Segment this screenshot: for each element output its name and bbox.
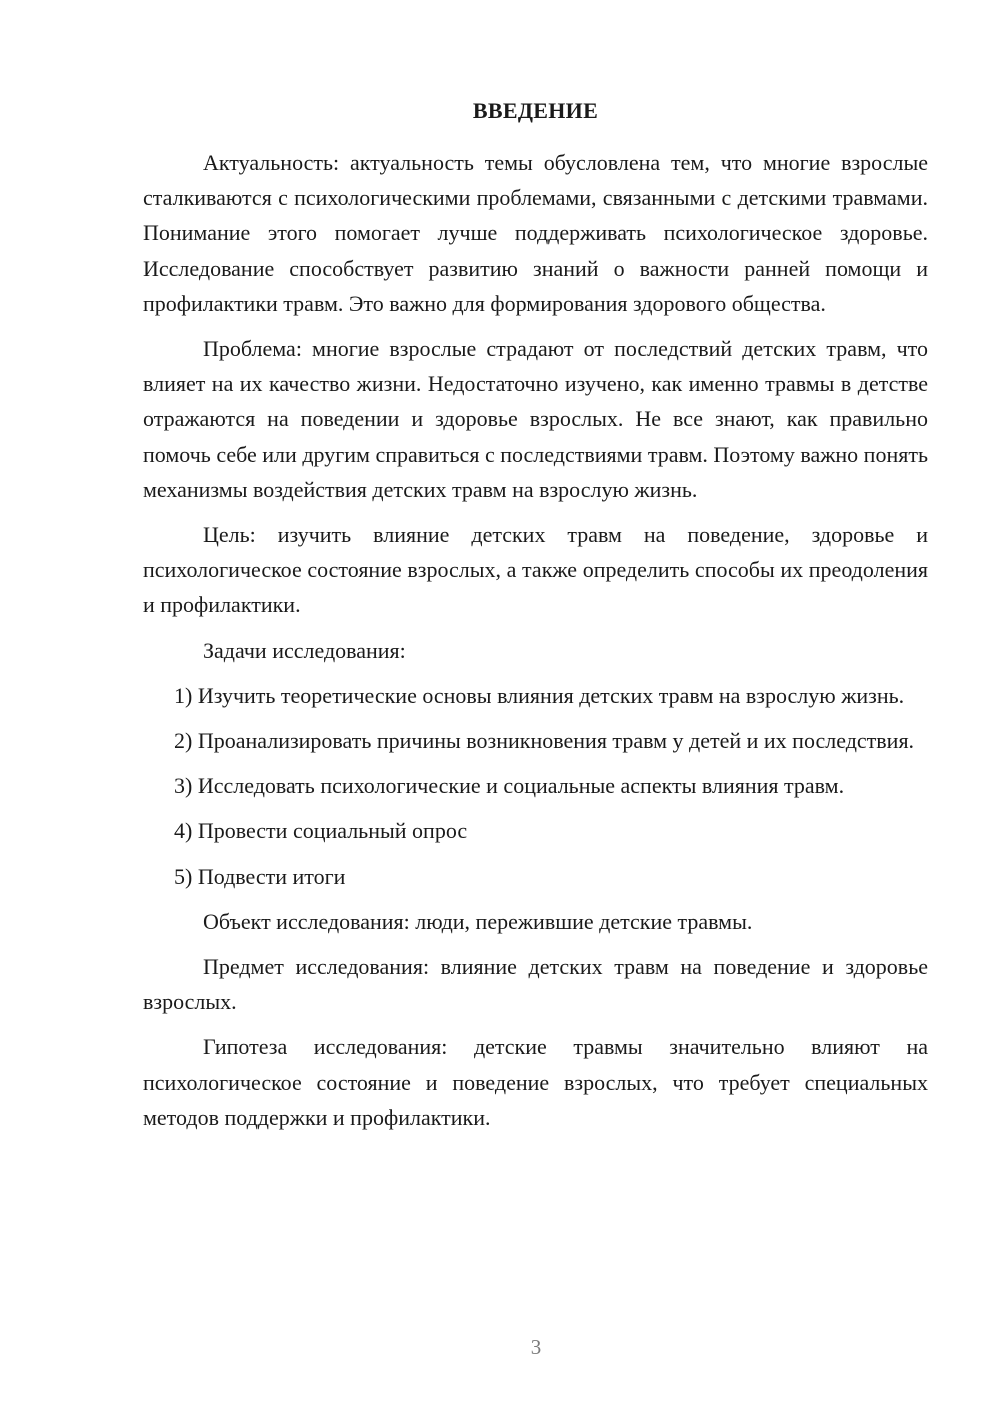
- subject-paragraph: Предмет исследования: влияние детских травм на поведение и здоровье взрослых.: [143, 954, 928, 1015]
- goal-paragraph: Цель: изучить влияние детских травм на поведение, здоровье и психологическое состояние взрослых, а также определить способы их преодоления и профилактики.: [143, 522, 928, 618]
- page-number: 3: [530, 1335, 542, 1359]
- relevance-paragraph: Актуальность: актуальность темы обусловлена тем, что многие взрослые сталкиваются с психологическими проблемами, связанными с детскими травмами. Понимание этого помогает лучше поддерживать психологическое здоровье. Исследование способствует развитию знаний о важности ранней помощи и профилактики травм. Это важно для формирования здорового общества.: [143, 150, 928, 316]
- section-title: ВВЕДЕНИЕ: [472, 98, 599, 123]
- task-item-5: 5) Подвести итоги: [174, 863, 346, 889]
- task-item-3: 3) Исследовать психологические и социальные аспекты влияния травм.: [174, 773, 845, 799]
- task-item-2: 2) Проанализировать причины возникновения травм у детей и их последствия.: [174, 728, 915, 754]
- task-item-1: 1) Изучить теоретические основы влияния детских травм на взрослую жизнь.: [174, 682, 905, 708]
- hypothesis-paragraph: Гипотеза исследования: детские травмы значительно влияют на психологическое состояние и поведение взрослых, что требует специальных методов поддержки и профилактики.: [143, 1034, 928, 1130]
- tasks-heading: Задачи исследования:: [203, 637, 406, 663]
- page-content: [143, 96, 928, 1145]
- object-paragraph: Объект исследования: люди, пережившие детские травмы.: [203, 908, 753, 934]
- problem-paragraph: Проблема: многие взрослые страдают от последствий детских травм, что влияет на их качество жизни. Недостаточно изучено, как именно травмы в детстве отражаются на поведении и здоровье взрослых. Не все знают, как правильно помочь себе или другим справиться с последствиями травм. Поэтому важно понять механизмы воздействия детских травм на взрослую жизнь.: [143, 336, 928, 502]
- task-item-4: 4) Провести социальный опрос: [174, 818, 468, 844]
